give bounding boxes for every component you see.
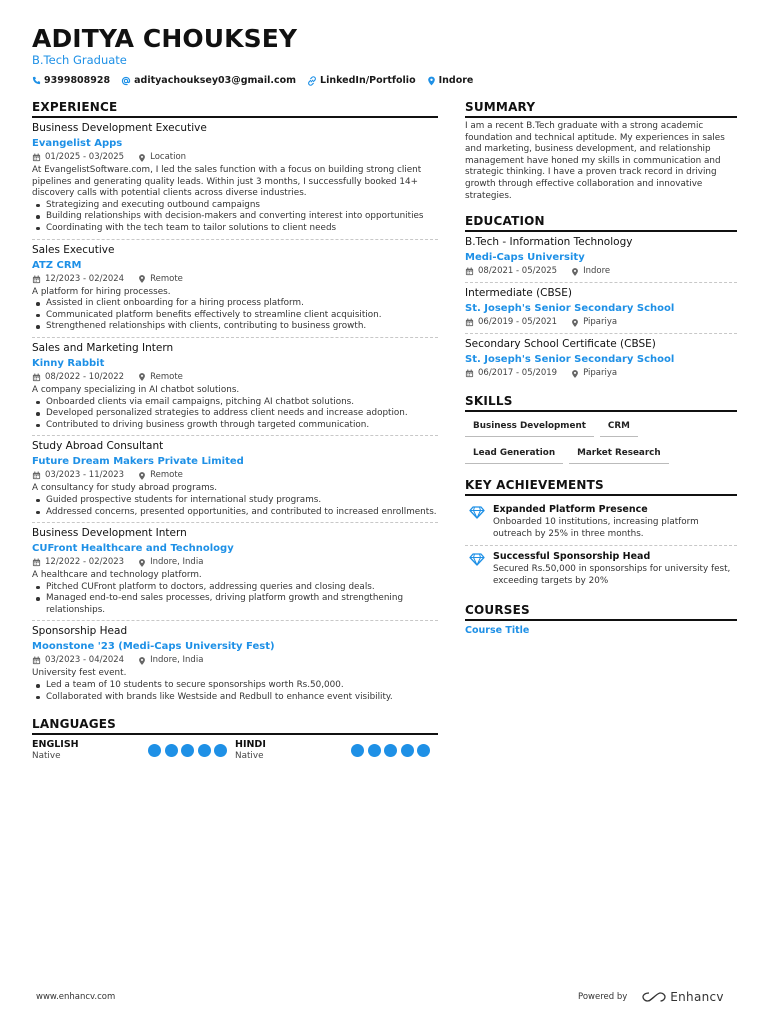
location xyxy=(138,654,203,667)
at-icon xyxy=(121,76,131,86)
achievement-title: Successful Sponsorship Head xyxy=(493,551,651,563)
school-name[interactable]: St. Joseph's Senior Secondary School xyxy=(465,354,675,366)
location-text: Indore xyxy=(438,75,474,86)
contact-phone[interactable] xyxy=(32,75,110,86)
company-name[interactable]: Moonstone '23 (Medi-Caps University Fest) xyxy=(32,641,275,653)
job-description: At EvangelistSoftware.com, I led the sales function with a focus on building strong client pipelines and generating quality leads. Within just 3 months, I successfully booked 14+ discovery calls with potential clients across diverse industries. xyxy=(32,165,422,199)
bullet-list xyxy=(32,397,438,432)
language-name: ENGLISH xyxy=(32,739,79,751)
candidate-headline: B.Tech Graduate xyxy=(32,53,127,67)
calendar-icon xyxy=(32,558,41,567)
date-text: 08/2022 - 10/2022 xyxy=(45,371,125,382)
job-title: Business Development Intern xyxy=(32,527,187,540)
date-range xyxy=(465,265,557,278)
calendar-icon xyxy=(32,471,41,480)
location xyxy=(571,265,610,278)
calendar-icon xyxy=(32,275,41,284)
contact-bar xyxy=(32,75,484,86)
job-description: University fest event. xyxy=(32,668,127,679)
date-range xyxy=(465,367,557,380)
job-description: A consultancy for study abroad programs. xyxy=(32,483,218,494)
skill-tag: CRM xyxy=(600,416,638,437)
language-level: Native xyxy=(235,751,264,762)
entry-meta xyxy=(32,151,438,164)
language-level: Native xyxy=(32,751,61,762)
bullet-item: Communicated platform benefits effectively to streamline client acquisition. xyxy=(32,310,438,322)
language-text xyxy=(235,739,266,762)
courses-list xyxy=(465,625,737,636)
location xyxy=(571,316,617,329)
location xyxy=(138,371,183,384)
skill-tag: Market Research xyxy=(569,443,669,464)
date-text: 01/2025 - 03/2025 xyxy=(45,152,125,162)
entry-meta xyxy=(32,469,438,482)
company-name[interactable]: Kinny Rabbit xyxy=(32,357,105,369)
job-description: A company specializing in AI chatbot solutions. xyxy=(32,384,240,395)
date-range xyxy=(465,316,557,329)
date-text: 08/2021 - 05/2025 xyxy=(478,266,558,277)
education-list xyxy=(465,235,737,384)
section-title-courses: COURSES xyxy=(465,603,737,621)
degree-title: B.Tech - Information Technology xyxy=(465,236,633,249)
entry-meta xyxy=(465,367,737,380)
contact-email[interactable] xyxy=(121,75,296,86)
entry-meta xyxy=(32,273,438,286)
school-name[interactable]: St. Joseph's Senior Secondary School xyxy=(465,303,675,315)
proficiency-dot xyxy=(417,744,430,757)
achievement-body xyxy=(493,550,737,587)
date-range xyxy=(32,556,124,569)
date-range xyxy=(32,151,124,164)
location-text: Indore, India xyxy=(150,655,204,666)
location xyxy=(571,367,617,380)
footer-powered-by[interactable] xyxy=(578,990,724,1004)
company-name[interactable]: Future Dream Makers Private Limited xyxy=(32,456,244,468)
experience-entry xyxy=(32,243,438,338)
location-text: Remote xyxy=(150,371,183,382)
education-entry xyxy=(465,286,737,334)
degree-title: Intermediate (CBSE) xyxy=(465,287,572,300)
skill-tag: Business Development xyxy=(465,416,594,437)
date-range xyxy=(32,371,124,384)
achievement-item xyxy=(465,499,737,546)
location-text: Remote xyxy=(150,470,183,481)
location-pin-icon xyxy=(571,369,579,379)
achievement-icon-wrap xyxy=(465,550,493,587)
location xyxy=(138,151,186,164)
section-title-experience: EXPERIENCE xyxy=(32,100,438,118)
company-name[interactable]: ATZ CRM xyxy=(32,259,82,271)
bullet-item: Addressed concerns, presented opportunities, and contributed to increased enrollments. xyxy=(32,507,438,519)
entry-meta xyxy=(32,654,438,667)
entry-meta xyxy=(465,316,737,329)
experience-entry xyxy=(32,624,438,707)
calendar-icon xyxy=(32,153,41,162)
location-pin-icon xyxy=(138,153,146,163)
proficiency-dot xyxy=(181,744,194,757)
proficiency-dots xyxy=(145,744,228,757)
email-text: adityachouksey03@gmail.com xyxy=(134,75,297,86)
languages-list xyxy=(32,739,438,762)
diamond-icon xyxy=(469,506,485,519)
job-description: A healthcare and technology platform. xyxy=(32,570,202,581)
location-pin-icon xyxy=(571,318,579,328)
location-text: Indore, India xyxy=(150,557,204,568)
location-pin-icon xyxy=(138,558,146,568)
location-pin-icon xyxy=(138,274,146,284)
proficiency-dot xyxy=(351,744,364,757)
calendar-icon xyxy=(32,656,41,665)
contact-location xyxy=(427,75,474,86)
bullet-item: Coordinating with the tech team to tailor solutions to client needs xyxy=(32,223,438,235)
bullet-item: Developed personalized strategies to address client needs and increase adoption. xyxy=(32,408,438,420)
calendar-icon xyxy=(465,318,474,327)
company-name[interactable]: CUFront Healthcare and Technology xyxy=(32,543,234,555)
achievement-desc: Onboarded 10 institutions, increasing platform outreach by 25% in three months. xyxy=(493,517,699,539)
bullet-list xyxy=(32,680,438,703)
phone-text: 9399808928 xyxy=(44,75,111,86)
education-entry xyxy=(465,235,737,283)
achievement-desc: Secured Rs.50,000 in sponsorships for university fest, exceeding targets by 20% xyxy=(493,564,731,586)
bullet-item: Managed end-to-end sales processes, driving platform growth and strengthening relationships. xyxy=(32,593,438,616)
degree-title: Secondary School Certificate (CBSE) xyxy=(465,338,656,351)
left-column xyxy=(32,100,438,762)
brand-name: Enhancv xyxy=(670,990,724,1004)
bullet-list xyxy=(32,582,438,617)
location-text: Indore xyxy=(583,266,611,277)
proficiency-dot xyxy=(198,744,211,757)
bullet-item: Onboarded clients via email campaigns, pitching AI chatbot solutions. xyxy=(32,397,438,409)
skills-list xyxy=(465,416,737,470)
bullet-list xyxy=(32,298,438,333)
diamond-icon xyxy=(469,553,485,566)
section-title-summary: SUMMARY xyxy=(465,100,737,118)
bullet-list xyxy=(32,495,438,518)
section-title-education: EDUCATION xyxy=(465,214,737,232)
section-title-languages: LANGUAGES xyxy=(32,717,438,735)
candidate-name: ADITYA CHOUKSEY xyxy=(32,24,298,53)
date-text: 03/2023 - 04/2024 xyxy=(45,655,125,666)
skill-tag: Lead Generation xyxy=(465,443,563,464)
calendar-icon xyxy=(465,267,474,276)
summary-text: I am a recent B.Tech graduate with a strong academic foundation and technical aptitude. My experiences in sales and marketing, business development, and relationship management have honed my skills in communication and strategic thinking. I have a proven track record in driving growth through effective collaboration and innovative strategies. xyxy=(465,121,725,201)
job-title: Sponsorship Head xyxy=(32,625,128,638)
enhancv-logo-icon xyxy=(641,991,667,1003)
language-item xyxy=(32,739,235,762)
date-text: 12/2023 - 02/2024 xyxy=(45,273,125,284)
bullet-item: Guided prospective students for international study programs. xyxy=(32,495,438,507)
achievements-list xyxy=(465,499,737,592)
location xyxy=(138,273,183,286)
bullet-item: Led a team of 10 students to secure sponsorships worth Rs.50,000. xyxy=(32,680,438,692)
proficiency-dot xyxy=(384,744,397,757)
language-name: HINDI xyxy=(235,739,266,751)
location xyxy=(138,556,203,569)
experience-entry xyxy=(32,439,438,523)
section-title-achievements: KEY ACHIEVEMENTS xyxy=(465,478,737,496)
date-text: 06/2017 - 05/2019 xyxy=(478,368,558,379)
course-title[interactable]: Course Title xyxy=(465,624,530,636)
experience-entry xyxy=(32,526,438,621)
proficiency-dot xyxy=(165,744,178,757)
right-column xyxy=(465,100,737,636)
job-description: A platform for hiring processes. xyxy=(32,286,171,297)
job-title: Sales and Marketing Intern xyxy=(32,341,174,354)
location-text: Pipariya xyxy=(583,368,618,379)
date-range xyxy=(32,273,124,286)
proficiency-dots xyxy=(348,744,431,757)
location-pin-icon xyxy=(138,471,146,481)
date-text: 06/2019 - 05/2021 xyxy=(478,317,558,328)
entry-meta xyxy=(465,265,737,278)
experience-list xyxy=(32,121,438,707)
location xyxy=(138,469,183,482)
contact-link[interactable] xyxy=(307,75,416,86)
language-item xyxy=(235,739,438,762)
date-text: 12/2022 - 02/2023 xyxy=(45,557,125,568)
entry-meta xyxy=(32,556,438,569)
experience-entry xyxy=(32,121,438,240)
location-text: Location xyxy=(150,152,187,162)
company-name[interactable]: Evangelist Apps xyxy=(32,138,123,149)
bullet-item: Strengthened relationships with clients, contributing to business growth. xyxy=(32,321,438,333)
experience-entry xyxy=(32,341,438,436)
job-title: Study Abroad Consultant xyxy=(32,440,164,453)
powered-by-text: Powered by xyxy=(578,992,628,1002)
phone-icon xyxy=(32,76,41,85)
achievement-icon-wrap xyxy=(465,503,493,540)
link-text: LinkedIn/Portfolio xyxy=(320,75,416,86)
achievement-title: Expanded Platform Presence xyxy=(493,504,648,516)
bullet-item: Strategizing and executing outbound campaigns xyxy=(32,200,438,212)
bullet-item: Contributed to driving business growth through targeted communication. xyxy=(32,420,438,432)
bullet-list xyxy=(32,200,438,235)
proficiency-dot xyxy=(148,744,161,757)
location-pin-icon xyxy=(427,76,436,86)
proficiency-dot xyxy=(368,744,381,757)
link-icon xyxy=(307,76,317,86)
proficiency-dot xyxy=(401,744,414,757)
entry-meta xyxy=(32,371,438,384)
language-text xyxy=(32,739,79,762)
date-range xyxy=(32,469,124,482)
job-title: Sales Executive xyxy=(32,243,115,256)
location-text: Remote xyxy=(150,273,183,284)
date-text: 03/2023 - 11/2023 xyxy=(45,470,125,481)
location-text: Pipariya xyxy=(583,317,618,328)
location-pin-icon xyxy=(571,267,579,277)
job-title: Business Development Executive xyxy=(32,122,207,134)
bullet-item: Assisted in client onboarding for a hiring process platform. xyxy=(32,298,438,310)
bullet-item: Building relationships with decision-makers and converting interest into opportunities xyxy=(32,211,438,223)
calendar-icon xyxy=(32,373,41,382)
section-title-skills: SKILLS xyxy=(465,394,737,412)
school-name[interactable]: Medi-Caps University xyxy=(465,252,585,264)
proficiency-dot xyxy=(214,744,227,757)
achievement-item xyxy=(465,546,737,592)
bullet-item: Collaborated with brands like Westside and Redbull to enhance event visibility. xyxy=(32,692,438,704)
calendar-icon xyxy=(465,369,474,378)
location-pin-icon xyxy=(138,656,146,666)
location-pin-icon xyxy=(138,372,146,382)
achievement-body xyxy=(493,503,737,540)
bullet-item: Pitched CUFront platform to doctors, addressing queries and closing deals. xyxy=(32,582,438,594)
education-entry xyxy=(465,337,737,384)
date-range xyxy=(32,654,124,667)
footer-url[interactable]: www.enhancv.com xyxy=(36,992,116,1002)
